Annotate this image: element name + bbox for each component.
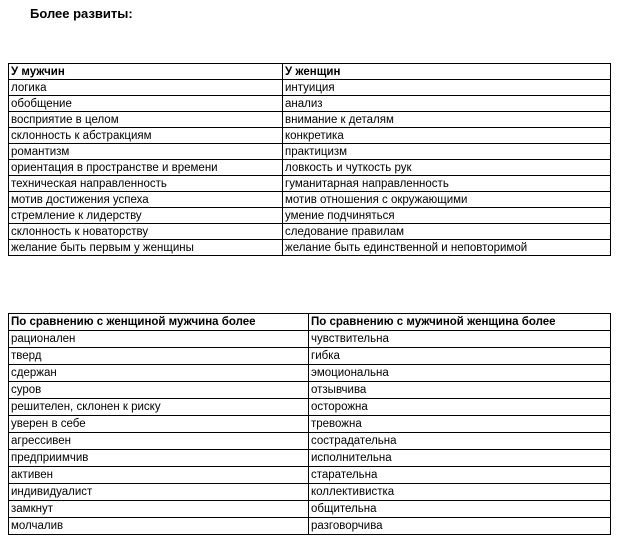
table-cell-right: эмоциональна [309, 365, 611, 382]
table-cell-right: отзывчива [309, 382, 611, 399]
table-row [9, 348, 611, 365]
table-cell-left: рационален [9, 331, 309, 348]
table-cell-left: восприятие в целом [9, 112, 283, 128]
table-cell-right: осторожна [309, 399, 611, 416]
table-row [9, 467, 611, 484]
table-cell-left: обобщение [9, 96, 283, 112]
table-cell-right: исполнительна [309, 450, 611, 467]
table-cell-left: желание быть первым у женщины [9, 240, 283, 256]
table-cell-left: предприимчив [9, 450, 309, 467]
table-row [9, 382, 611, 399]
table-cell-left: агрессивен [9, 433, 309, 450]
table-row [9, 240, 611, 256]
table-cell-right: общительна [309, 501, 611, 518]
table-cell-right: разговорчива [309, 518, 611, 535]
table-row [9, 160, 611, 176]
table-cell-right: гуманитарная направленность [283, 176, 611, 192]
table-row [9, 128, 611, 144]
qualities-comparison-table [8, 313, 611, 535]
column-header-men: У мужчин [9, 64, 283, 80]
table-cell-right: конкретика [283, 128, 611, 144]
table-cell-right: коллективистка [309, 484, 611, 501]
table-cell-right: гибка [309, 348, 611, 365]
page-title: Более развиты: [30, 6, 133, 21]
table-row [9, 208, 611, 224]
table-cell-left: ориентация в пространстве и времени [9, 160, 283, 176]
table-cell-right: сострадательна [309, 433, 611, 450]
table-cell-right: мотив отношения с окружающими [283, 192, 611, 208]
table-cell-right: чувствительна [309, 331, 611, 348]
table-cell-right: желание быть единственной и неповторимой [283, 240, 611, 256]
table-cell-right: анализ [283, 96, 611, 112]
table-row [9, 365, 611, 382]
table-row [9, 80, 611, 96]
table-row [9, 450, 611, 467]
table-cell-right: старательна [309, 467, 611, 484]
table-row [9, 518, 611, 535]
table-cell-left: замкнут [9, 501, 309, 518]
table-cell-left: логика [9, 80, 283, 96]
table-row [9, 144, 611, 160]
table-cell-right: ловкость и чуткость рук [283, 160, 611, 176]
column-header-man-more: По сравнению с женщиной мужчина более [9, 314, 309, 331]
table-row [9, 433, 611, 450]
table-cell-left: индивидуалист [9, 484, 309, 501]
table-cell-left: техническая направленность [9, 176, 283, 192]
table-row [9, 192, 611, 208]
table-row [9, 331, 611, 348]
table-cell-right: умение подчиняться [283, 208, 611, 224]
table-cell-right: практицизм [283, 144, 611, 160]
table-cell-left: уверен в себе [9, 416, 309, 433]
table-cell-left: суров [9, 382, 309, 399]
table-cell-left: тверд [9, 348, 309, 365]
table-row [9, 176, 611, 192]
table-row [9, 399, 611, 416]
table-cell-right: интуиция [283, 80, 611, 96]
table-cell-left: склонность к новаторству [9, 224, 283, 240]
table-header-row [9, 314, 611, 331]
table-row [9, 484, 611, 501]
table-row [9, 96, 611, 112]
traits-comparison-table [8, 63, 611, 256]
table-cell-right: следование правилам [283, 224, 611, 240]
table-cell-right: внимание к деталям [283, 112, 611, 128]
table-cell-left: стремление к лидерству [9, 208, 283, 224]
table-row [9, 224, 611, 240]
table-header-row [9, 64, 611, 80]
column-header-woman-more: По сравнению с мужчиной женщина более [309, 314, 611, 331]
table-row [9, 501, 611, 518]
table-cell-left: мотив достижения успеха [9, 192, 283, 208]
table-row [9, 416, 611, 433]
table-row [9, 112, 611, 128]
column-header-women: У женщин [283, 64, 611, 80]
table-cell-left: активен [9, 467, 309, 484]
table-cell-left: решителен, склонен к риску [9, 399, 309, 416]
table-cell-left: романтизм [9, 144, 283, 160]
table-cell-left: молчалив [9, 518, 309, 535]
table-cell-right: тревожна [309, 416, 611, 433]
table-cell-left: сдержан [9, 365, 309, 382]
table-cell-left: склонность к абстракциям [9, 128, 283, 144]
